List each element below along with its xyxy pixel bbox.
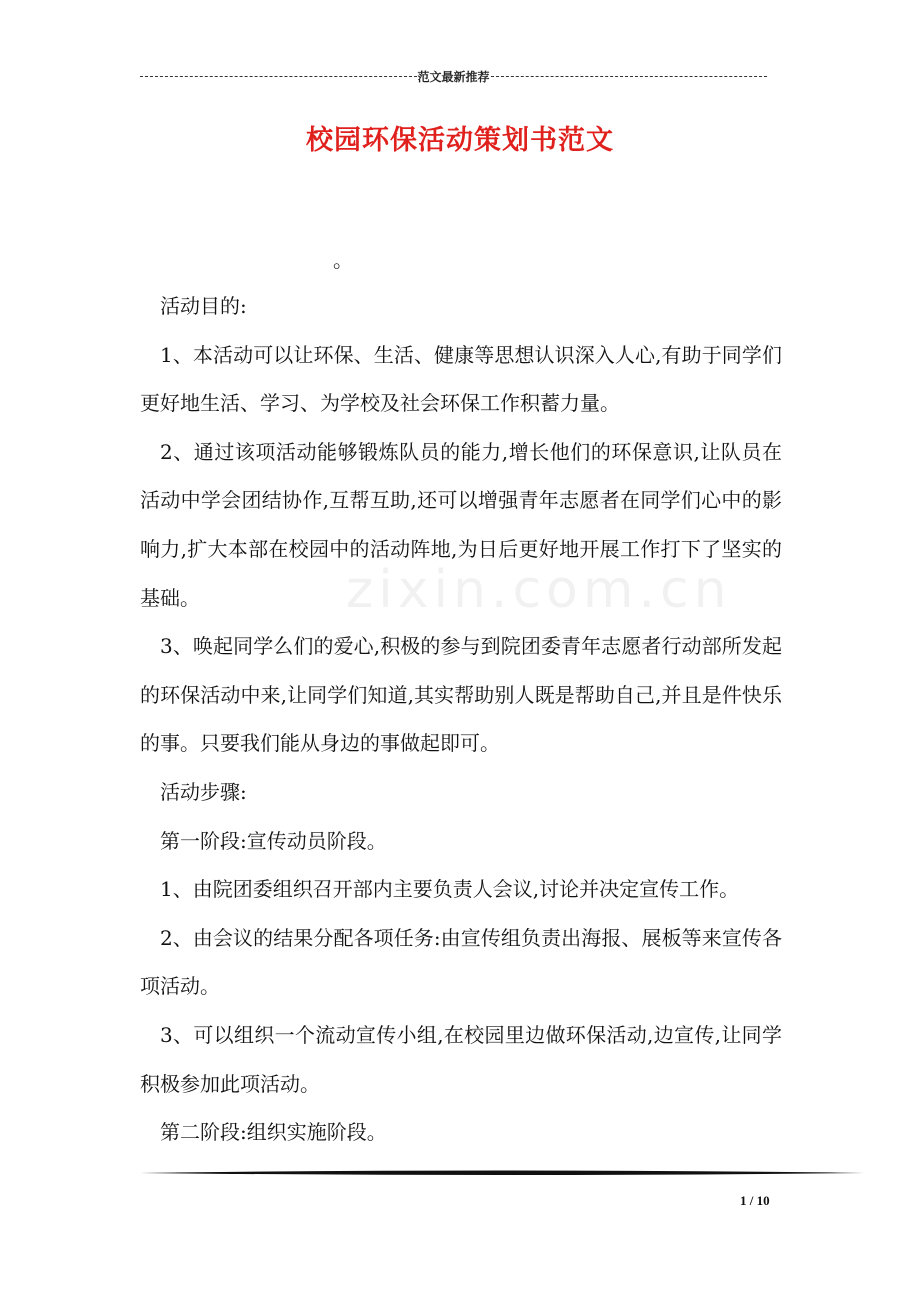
paragraph: 2、由会议的结果分配各项任务:由宣传组负责出海报、展板等来宣传各项活动。	[140, 925, 782, 999]
header-label: 范文最新推荐	[417, 70, 490, 84]
paragraph: 第二阶段:组织实施阶段。	[160, 1120, 387, 1145]
page-number: 1 / 10	[740, 1193, 770, 1208]
document-body	[140, 282, 782, 1157]
footer-divider	[140, 1166, 864, 1180]
paragraph: 活动目的:	[160, 294, 247, 318]
paragraph: 3、唤起同学么们的爱心,积极的参与到院团委青年志愿者行动部所发起的环保活动中来,让同学们知道,其实帮助别人既是帮助自己,并且是件快乐的事。只要我们能从身边的事做起即可。	[140, 634, 782, 756]
header-dash-right	[491, 76, 768, 77]
paragraph: 1、本活动可以让环保、生活、健康等思想认识深入人心,有助于同学们更好地生活、学习、为学校及社会环保工作积蓄力量。	[140, 342, 782, 416]
paragraph: 3、可以组织一个流动宣传小组,在校园里边做环保活动,边宣传,让同学积极参加此项活动。	[140, 1022, 782, 1096]
stray-punctuation: 。	[333, 248, 353, 272]
paragraph: 1、由院团委组织召开部内主要负责人会议,讨论并决定宣传工作。	[160, 877, 740, 902]
paragraph: 2、通过该项活动能够锻炼队员的能力,增长他们的环保意识,让队员在活动中学会团结协作,互帮互助,还可以增强青年志愿者在同学们心中的影响力,扩大本部在校园中的活动阵地,为日后更好地开展工作打下了坚实的基础。	[140, 439, 782, 610]
page-header	[140, 68, 767, 85]
document-title: 校园环保活动策划书范文	[306, 125, 614, 156]
watermark-text: zixin.com.cn	[346, 560, 732, 620]
paragraph: 活动步骤:	[160, 779, 247, 804]
header-dash-left	[140, 76, 417, 77]
paragraph: 第一阶段:宣传动员阶段。	[160, 828, 387, 853]
